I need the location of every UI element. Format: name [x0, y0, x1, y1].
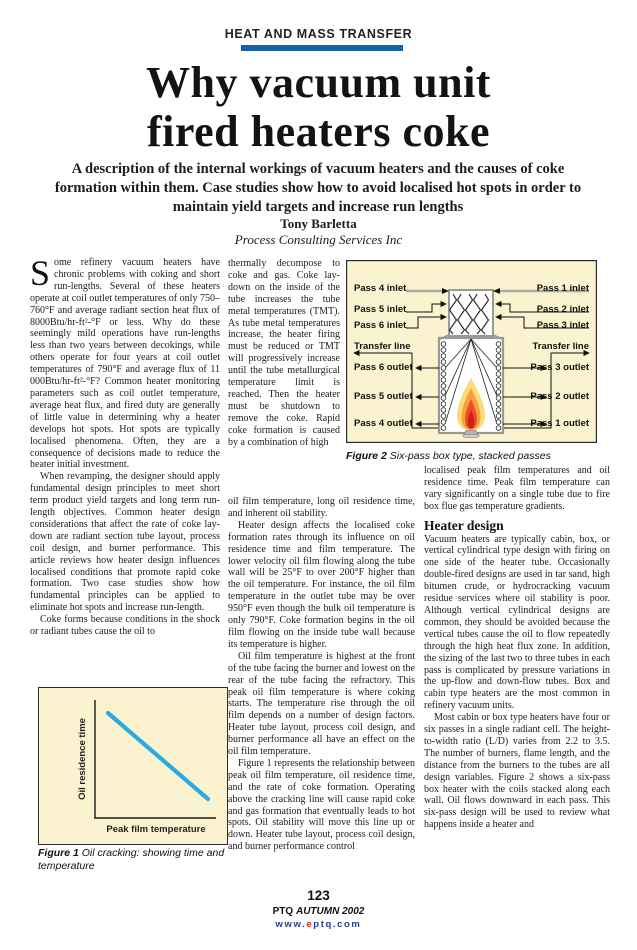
author-name: Tony Barletta: [280, 216, 357, 231]
figure2-caption: [346, 450, 606, 463]
body-column-3: [424, 465, 610, 871]
body-column-2: [228, 496, 415, 870]
paragraph: localised peak film temperatures and oil residence time. Peak film temperature can vary significantly on a single tube due to fire box flue gas temperature gradients.: [424, 465, 610, 512]
label-pass6-outlet: Pass 6 outlet: [354, 362, 413, 373]
body-column-1: [30, 257, 220, 685]
paragraph: Some refinery vacuum heaters have chronic problems with coking and short run-lengths. Several of these heaters operate at coil outlet temperatures of only 750–760°F and average radiant section heat flux of 8000Btu/hr-ft²-°F or less. Why do these seemingly mild operations have run-lengths less than two years between decokings, while others operate for four years at coil outlet temperatures of 790°F and average flux of 11 000Btu/hr-ft²-°F? Common heater monitoring parameters such as coil outlet temperature, average heat flux, and fired duty are generally of little value in determining why a heater develops hot spots. Hot spots are typically localised phenomena. Often, they are a consequence of decisions made to reduce the heater initial investment.: [30, 257, 220, 471]
figure2-diagram: [346, 260, 597, 443]
article-title: [0, 58, 637, 156]
paragraph: Coke forms because conditions in the shock or radiant tubes cause the oil to: [30, 614, 220, 638]
journal-line: [0, 906, 637, 917]
author-affiliation: Process Consulting Services Inc: [234, 232, 403, 247]
section-kicker: HEAT AND MASS TRANSFER: [224, 27, 413, 41]
drop-cap: S: [30, 257, 51, 293]
label-pass2-inlet: Pass 2 inlet: [536, 304, 589, 315]
label-transfer-right: Transfer line: [532, 341, 589, 352]
figure2-caption-text: Six-pass box type, stacked passes: [389, 450, 551, 462]
x-axis-label: Peak film temperature: [106, 824, 206, 835]
label-pass4-outlet: Pass 4 outlet: [354, 418, 413, 429]
paragraph: Figure 1 represents the relationship between peak oil film temperature, oil residence time, and the rate of coke formation. Operating above the cracking line will cause rapid coke and gas formation that eventually leads to hot spots. Oil stability will move this line up or down. Heater tube layout, process coil design, and burner performance control: [228, 757, 415, 853]
website-url: [0, 919, 637, 930]
url-rest: ptq.com: [313, 919, 362, 930]
label-pass1-inlet: Pass 1 inlet: [536, 283, 589, 294]
label-pass1-outlet: Pass 1 outlet: [530, 418, 589, 429]
url-prefix: www.: [275, 919, 307, 930]
label-pass3-inlet: Pass 3 inlet: [536, 320, 589, 331]
issue-name: AUTUMN 2002: [295, 906, 365, 917]
body-column-2-narrow: [228, 258, 340, 495]
label-pass3-outlet: Pass 3 outlet: [530, 362, 589, 373]
figure1-chart: [38, 687, 228, 845]
paragraph: oil film temperature, long oil residence time, and inherent oil stability.: [228, 496, 415, 519]
article-abstract: A description of the internal workings of vacuum heaters and the causes of coke formation within them. Case studies show how to avoid localised hot spots in order to maintain yield targets and increase run lengths: [54, 161, 582, 215]
url-e: e: [306, 919, 314, 930]
section-heading: Heater design: [424, 517, 504, 533]
title-line-1: Why vacuum unit: [146, 58, 491, 107]
paragraph: Vacuum heaters are typically cabin, box, or vertical cylindrical type design with firing on one side of the heater tube. Occasionally double-fired designs are used in tar sand, high bitumen crude, or hydrocracking vacuum residue services where oil stability is poor. Although vertical cylindrical designs are common, they should be avoided because the vertical tubes cause the oil to flow repeatedly through the high heat flux zone. In addition, the sizing of the last two to three tubes in each pass is complicated by pressure variations in the up-flow and down-flow tubes. Box and cabin type heaters are the most common in refinery vacuum units.: [424, 533, 610, 712]
paragraph: Most cabin or box type heaters have four or six passes in a single radiant cell. The height-to-width ratio (L/D) varies from 2.2 to 3.5. The number of burners, flame length, and the distance from the burners to the tubes are all design variables. Figure 2 shows a six-pass box heater with the coils stacked along each wall. Oil flows downward in each pass. This six-pass design will be used to review what happens inside a heater and: [424, 712, 610, 831]
page-number: 123: [307, 888, 330, 903]
label-pass4-inlet: Pass 4 inlet: [354, 283, 407, 294]
label-pass5-inlet: Pass 5 inlet: [354, 304, 407, 315]
title-line-2: fired heaters coke: [147, 107, 490, 156]
paragraph: Heater design affects the localised coke formation rates through its influence on oil residence time and film temperature. The lower velocity oil film flowing along the tube wall will be 25°F to over 200°F higher than the oil temperature. For instance, the oil film temperature in the outlet tube may be over 950°F even though the bulk oil temperature is only 790°F. Coke formation begins in the oil film flowing on the inside tube wall because its temperature is higher.: [228, 519, 415, 650]
label-transfer-left: Transfer line: [354, 341, 411, 352]
figure1-caption-text: Oil cracking: showing time and temperature: [38, 847, 225, 872]
publication-name: PTQ: [272, 906, 294, 917]
label-pass2-outlet: Pass 2 outlet: [530, 391, 589, 402]
chart-frame: [39, 688, 228, 845]
figure1-caption-label: Figure 1: [38, 847, 79, 859]
paragraph: thermally decompose to coke and gas. Coke lay-down on the inside of the tube increases the tube metal temperatures (TMT). As tube metal temperatures increase, the heater firing must be reduced or TMT will progressively increase until the tube metallurgical temperature limit is reached. Then the heater must be shutdown to remove the coke. Rapid coke formation is caused by a combination of high: [228, 258, 340, 448]
label-pass5-outlet: Pass 5 outlet: [354, 391, 413, 402]
figure1-caption: [38, 847, 230, 872]
paragraph: When revamping, the designer should apply fundamental design principles to meet short term product yield targets and long term run-length objectives. Common heater design considerations that affect the rate of coke lay-down are radiant section tube layout, process coil design, and burner performance. This article reviews how heater design influences localised conditions that promote rapid coke formation. Two case studies show how fundamental principles can be applied to eliminate hot spots and increase run-length.: [30, 471, 220, 614]
kicker-underline-bar: [241, 45, 403, 51]
label-pass6-inlet: Pass 6 inlet: [354, 320, 407, 331]
paragraph: Oil film temperature is highest at the front of the tube facing the burner and lowest on the rear of the tube facing the refractory. This peak oil film temperature is where coking starts. The temperature rise through the oil film depends on a number of design factors. Heater tube layout, process coil design, and burner performance all have an effect on the oil film temperature.: [228, 650, 415, 758]
y-axis-label: Oil residence time: [77, 718, 88, 800]
oil-cracking-chart: [38, 687, 228, 845]
figure2-caption-label: Figure 2: [346, 450, 387, 462]
